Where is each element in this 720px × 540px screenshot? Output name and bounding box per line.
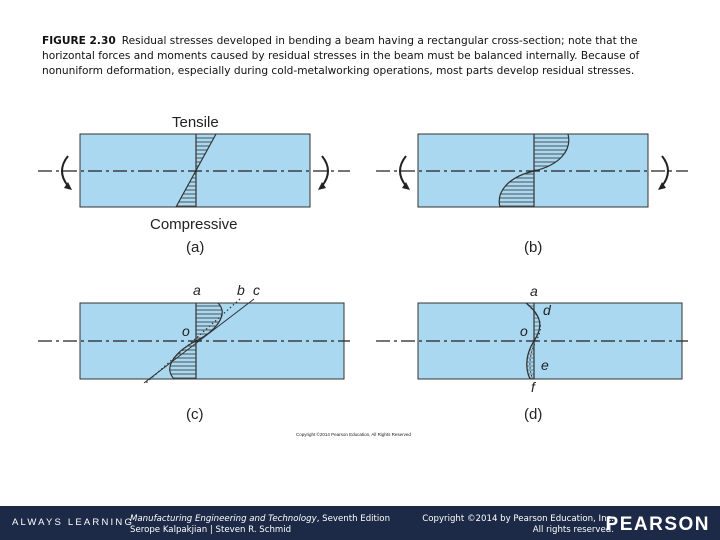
book-edition: , Seventh Edition xyxy=(316,514,391,524)
panel-c xyxy=(38,282,350,423)
copyright-line1: Copyright ©2014 by Pearson Education, Inc. xyxy=(422,514,614,524)
panel-a xyxy=(38,114,350,256)
point-a-c: a xyxy=(193,282,201,298)
tensile-label: Tensile xyxy=(172,114,219,131)
point-d-d: d xyxy=(543,302,551,318)
pearson-logo: PEARSON xyxy=(605,514,710,535)
panel-b xyxy=(376,134,688,256)
panel-c-label: (c) xyxy=(186,406,204,423)
point-o-d: o xyxy=(520,323,528,339)
point-b-c: b xyxy=(237,282,245,298)
point-a-d: a xyxy=(530,283,538,299)
point-o-c: o xyxy=(182,323,190,339)
panel-d xyxy=(376,283,688,423)
caption-text: Residual stresses developed in bending a beam having a rectangular cross-section; note that the horizontal forces and moments caused by residual stresses in the beam must be balanced internally. Because of nonuniform deformation, especially during cold-metalworking operations, most parts develop residual stresses. xyxy=(42,35,640,77)
book-info xyxy=(130,514,390,536)
point-f-d: f xyxy=(531,379,535,395)
compressive-label: Compressive xyxy=(150,216,238,233)
figure-label: FIGURE 2.30 xyxy=(42,35,116,47)
footer-bar xyxy=(0,506,720,540)
figure-copyright: Copyright ©2014 Pearson Education, All Rights Reserved xyxy=(296,432,411,437)
panel-a-label: (a) xyxy=(186,239,205,256)
copyright-notice xyxy=(422,514,614,536)
panel-d-label: (d) xyxy=(524,406,543,423)
point-e-d: e xyxy=(541,357,549,373)
book-title: Manufacturing Engineering and Technology xyxy=(130,514,317,524)
panel-b-label: (b) xyxy=(524,239,543,256)
copyright-line2: All rights reserved. xyxy=(532,525,614,535)
point-c-c: c xyxy=(253,282,260,298)
book-authors: Serope Kalpakjian | Steven R. Schmid xyxy=(130,525,292,535)
always-learning-logo: ALWAYS LEARNING xyxy=(12,517,135,528)
